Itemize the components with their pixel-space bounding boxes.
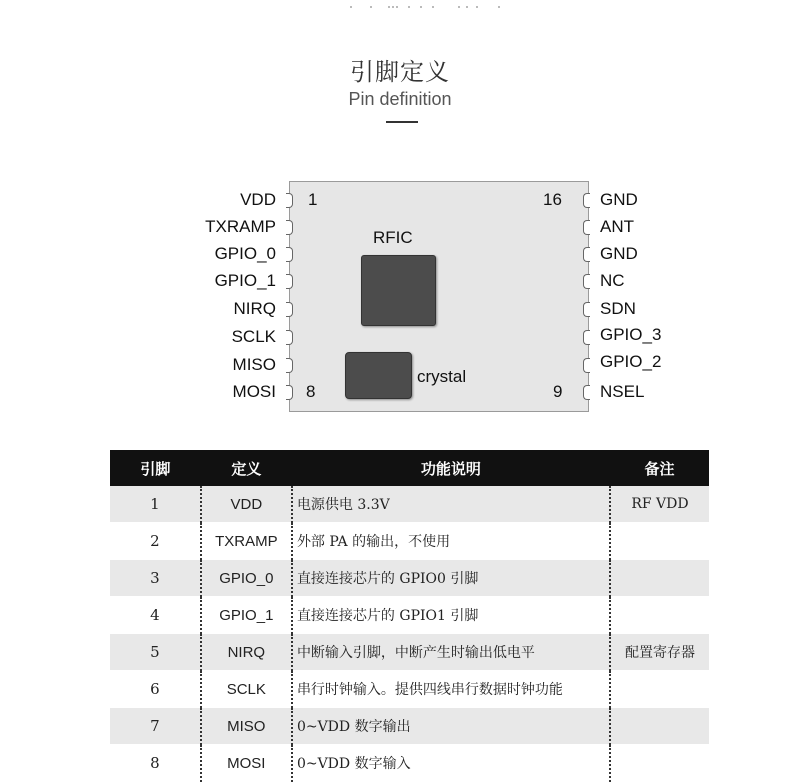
- cell-note: RF VDD: [610, 486, 709, 523]
- cell-def: GPIO_0: [201, 560, 292, 597]
- cell-desc: 0~VDD 数字输出: [292, 708, 610, 745]
- page-subtitle: Pin definition: [348, 89, 452, 109]
- cell-num: 6: [110, 671, 201, 708]
- table-row: [110, 597, 709, 634]
- header-definition: 定义: [201, 450, 292, 486]
- pin-number-9: 9: [553, 382, 563, 401]
- cell-def: NIRQ: [201, 634, 292, 671]
- left-pin-label: MOSI: [232, 382, 276, 401]
- table-row: [110, 671, 709, 708]
- left-pin-tick: [286, 220, 293, 235]
- crystal-component: [345, 352, 412, 399]
- right-pin-tick: [583, 247, 590, 262]
- table-row: [110, 745, 709, 782]
- cell-note: [610, 523, 709, 560]
- crystal-label: crystal: [417, 367, 467, 386]
- left-pin-tick: [286, 302, 293, 317]
- left-pin-tick: [286, 247, 293, 262]
- right-pin-tick: [583, 193, 590, 208]
- cell-desc: 直接连接芯片的 GPIO0 引脚: [292, 560, 610, 597]
- cell-note: [610, 671, 709, 708]
- cell-desc: 串行时钟输入。提供四线串行数据时钟功能: [292, 671, 610, 708]
- header-pin: 引脚: [110, 450, 201, 486]
- left-pin-label: MISO: [232, 355, 276, 374]
- right-pin-label: NSEL: [600, 382, 645, 401]
- table-row: [110, 634, 709, 671]
- cell-num: 8: [110, 745, 201, 782]
- cell-note: [610, 708, 709, 745]
- cell-note: 配置寄存器: [610, 634, 709, 671]
- table-row: [110, 708, 709, 745]
- cell-def: GPIO_1: [201, 597, 292, 634]
- left-pin-tick: [286, 274, 293, 289]
- cell-num: 3: [110, 560, 201, 597]
- rfic-label: RFIC: [373, 228, 413, 247]
- right-pin-tick: [583, 220, 590, 235]
- pin-table: [110, 450, 709, 782]
- cell-desc: 外部 PA 的输出，不使用: [292, 523, 610, 560]
- cell-desc: 中断输入引脚，中断产生时输出低电平: [292, 634, 610, 671]
- right-pin-label: GND: [600, 244, 638, 263]
- right-pin-label: GPIO_3: [600, 325, 662, 344]
- page-title: 引脚定义: [350, 58, 450, 86]
- right-pin-tick: [583, 358, 590, 373]
- table-row: [110, 560, 709, 597]
- pin-number-8: 8: [306, 382, 316, 401]
- rfic-die: [361, 255, 436, 326]
- cell-num: 7: [110, 708, 201, 745]
- right-pin-tick: [583, 302, 590, 317]
- table-row: [110, 486, 709, 523]
- right-pin-label: SDN: [600, 299, 636, 318]
- cell-def: MISO: [201, 708, 292, 745]
- right-pin-tick: [583, 274, 590, 289]
- left-pin-label: TXRAMP: [205, 217, 276, 236]
- left-pin-label: VDD: [240, 190, 276, 209]
- cell-def: MOSI: [201, 745, 292, 782]
- right-pin-tick: [583, 330, 590, 345]
- right-pin-label: NC: [600, 271, 625, 290]
- pin-number-1: 1: [308, 190, 318, 209]
- left-pin-label: GPIO_1: [214, 271, 276, 290]
- cell-num: 2: [110, 523, 201, 560]
- table-header-row: [110, 450, 709, 486]
- right-pin-label: GND: [600, 190, 638, 209]
- cell-num: 5: [110, 634, 201, 671]
- cell-note: [610, 745, 709, 782]
- header-note: 备注: [610, 450, 709, 486]
- cell-note: [610, 597, 709, 634]
- table-row: [110, 523, 709, 560]
- left-pin-label: SCLK: [231, 327, 276, 346]
- cell-num: 1: [110, 486, 201, 523]
- left-pin-tick: [286, 330, 293, 345]
- cell-def: TXRAMP: [201, 523, 292, 560]
- cell-desc: 0~VDD 数字输入: [292, 745, 610, 782]
- pin-number-16: 16: [543, 190, 562, 209]
- left-pin-label: GPIO_0: [214, 244, 276, 263]
- right-pin-tick: [583, 385, 590, 400]
- right-pin-label: GPIO_2: [600, 352, 662, 371]
- right-pin-label: ANT: [600, 217, 634, 236]
- cell-num: 4: [110, 597, 201, 634]
- header-description: 功能说明: [292, 450, 610, 486]
- cell-desc: 电源供电 3.3V: [292, 486, 610, 523]
- left-pin-label: NIRQ: [233, 299, 276, 318]
- left-pin-tick: [286, 358, 293, 373]
- left-pin-tick: [286, 385, 293, 400]
- cell-def: SCLK: [201, 671, 292, 708]
- cell-def: VDD: [201, 486, 292, 523]
- left-pin-tick: [286, 193, 293, 208]
- cell-desc: 直接连接芯片的 GPIO1 引脚: [292, 597, 610, 634]
- cell-note: [610, 560, 709, 597]
